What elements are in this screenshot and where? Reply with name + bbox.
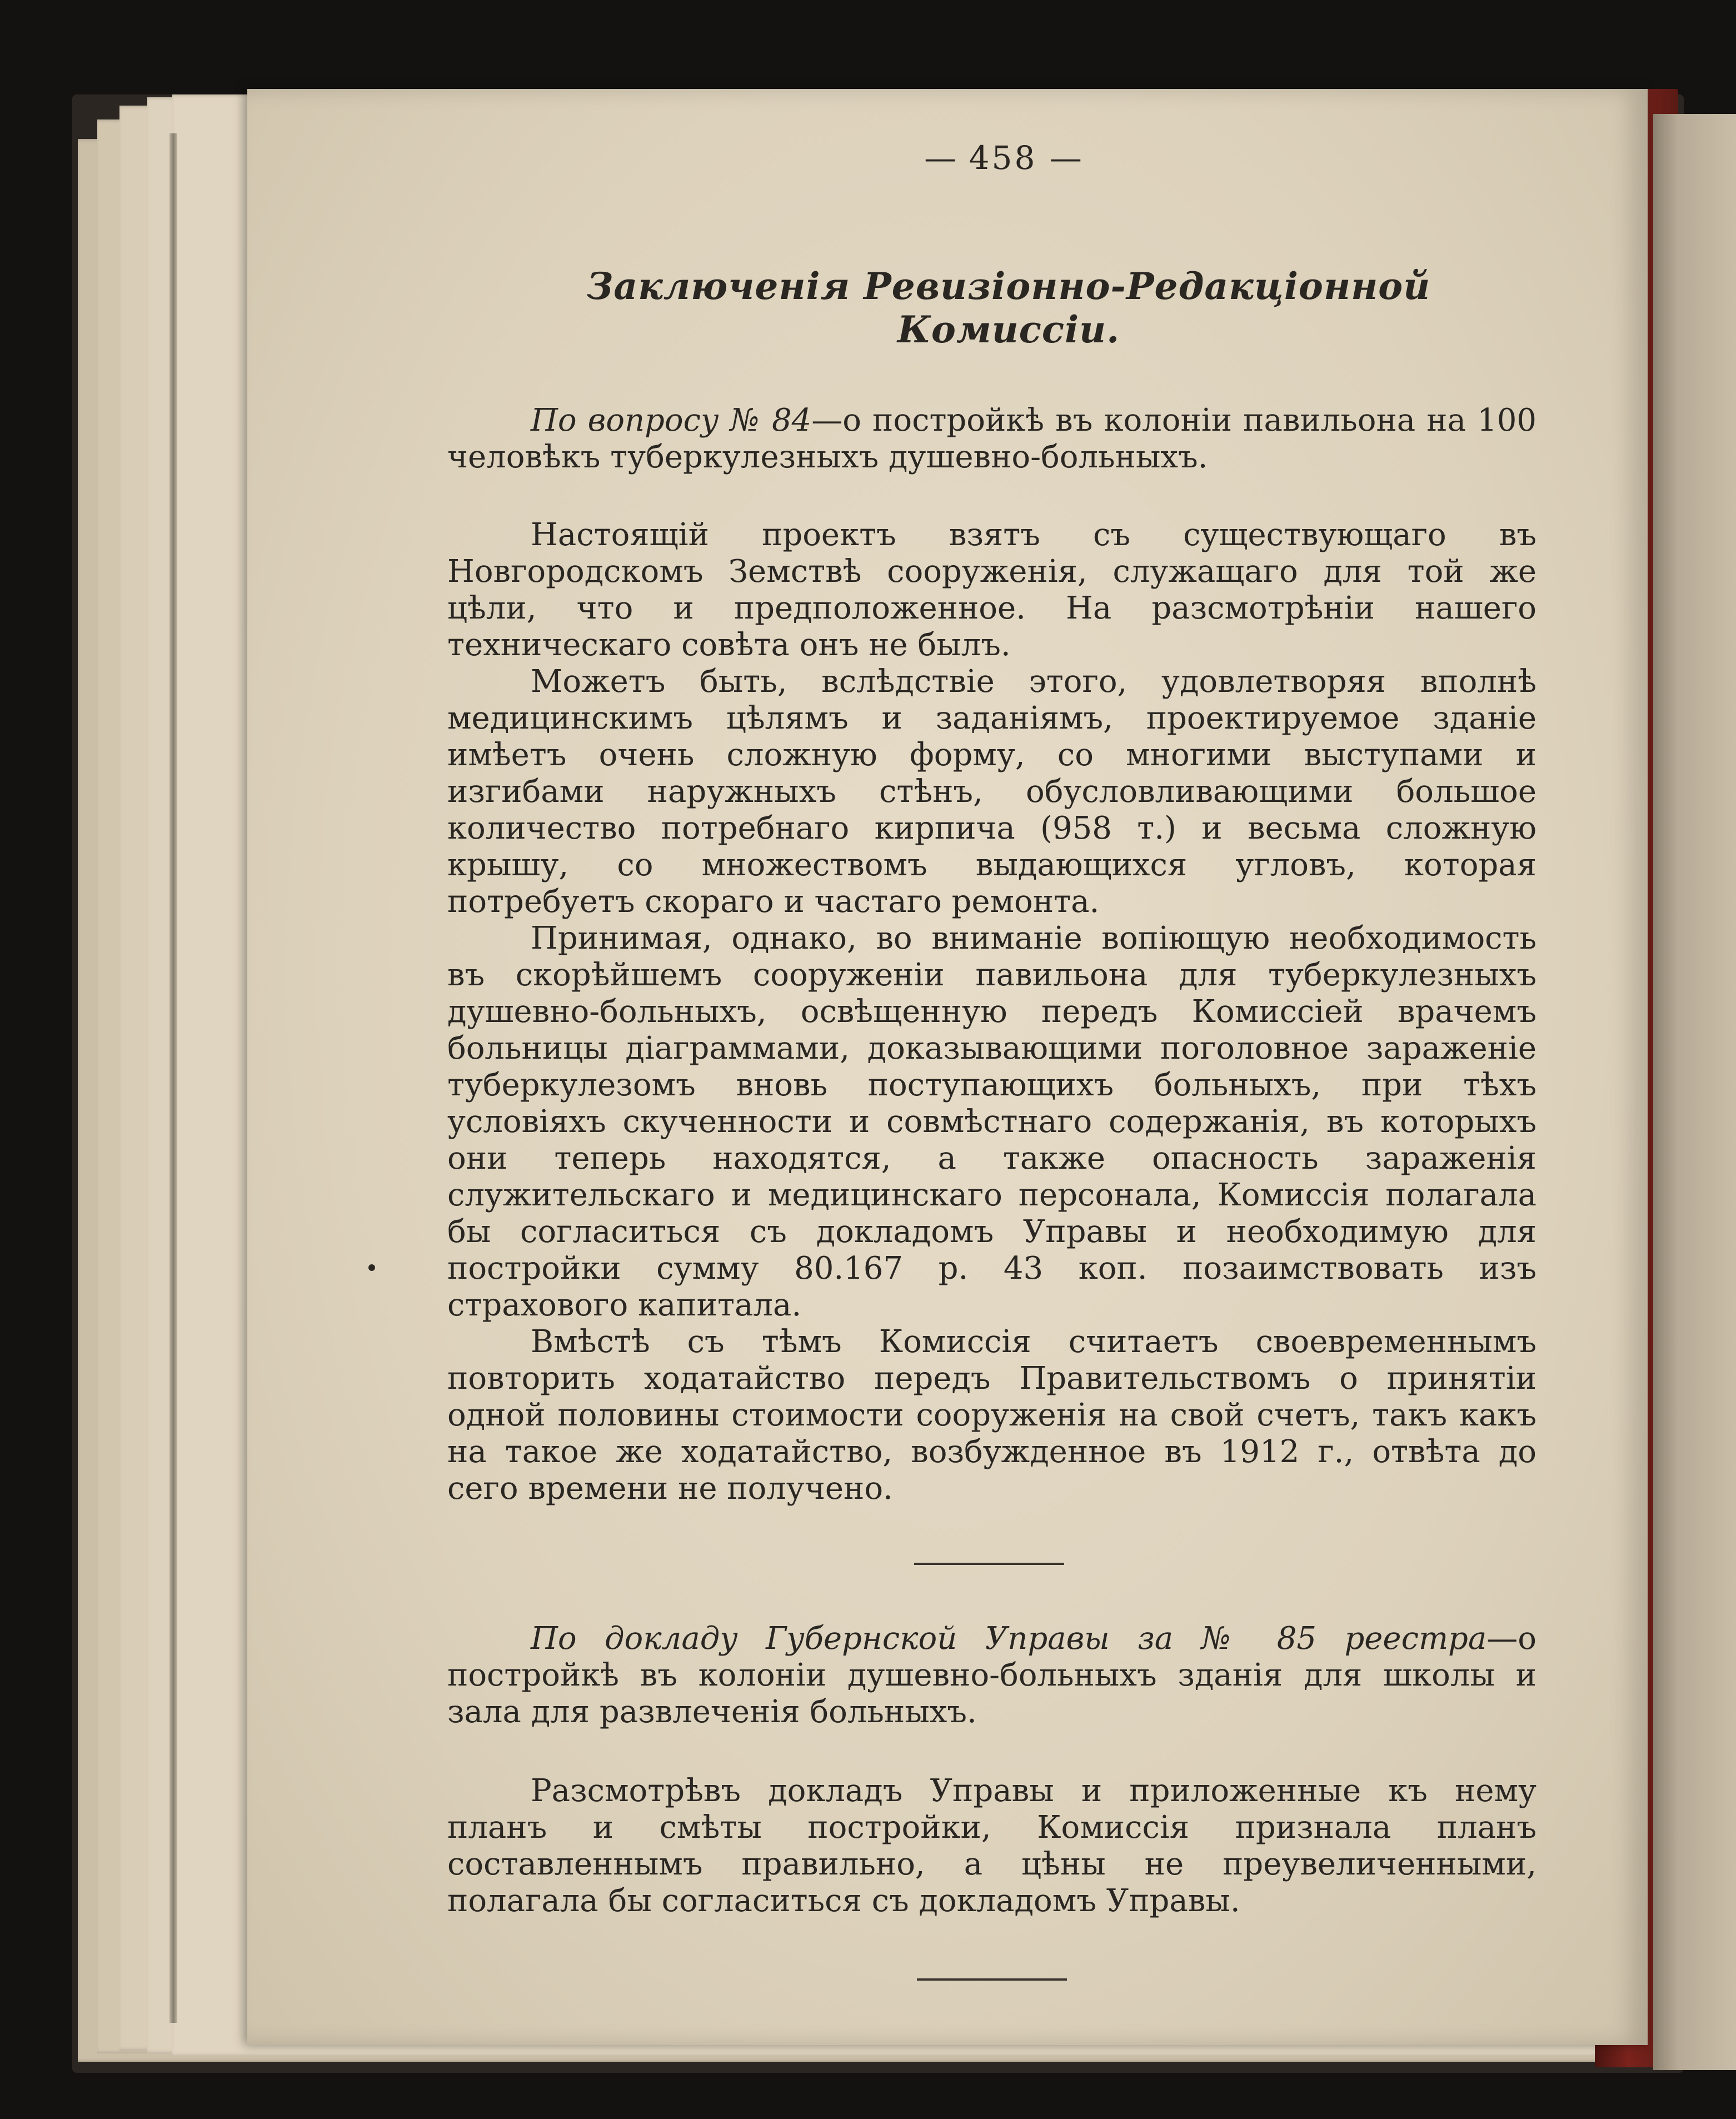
question-text: —о постройкѣ въ колоніи душевно-больныхъ зданія для школы и зала для развлеченія больныхъ. <box>447 1621 1537 1730</box>
facing-page-edge <box>1653 114 1736 2070</box>
book-page <box>247 89 1648 2045</box>
question-lead: По докладу Губернской Управы за № 85 реестра <box>531 1621 1487 1657</box>
section-1-paragraph: Можетъ быть, вслѣдствіе этого, удовлетворяя вполнѣ медицинскимъ цѣлямъ и заданіямъ, проектируемое зданіе имѣетъ очень сложную форму, со многими выступами и изгибами наружныхъ стѣнъ, обусловливающими большое количество потребнаго кирпича (958 т.) и весьма сложную крышу, со множествомъ выдающихся угловъ, которая потребуетъ скораго и частаго ремонта. <box>447 664 1537 920</box>
section-1-paragraph: Вмѣстѣ съ тѣмъ Комиссія считаетъ своевременнымъ повторить ходатайство передъ Правительствомъ о принятіи одной половины стоимости сооруженія на свой счетъ, такъ какъ на такое же ходатайство, возбужденное въ 1912 г., отвѣта до сего времени не получено. <box>447 1324 1537 1507</box>
page-heading: Заключенія Ревизіонно-Редакціонной Комиссіи. <box>586 265 1431 351</box>
section-2-question <box>447 1621 1537 1731</box>
question-text: —о постройкѣ въ колоніи павильона на 100 человѣкъ туберкулезныхъ душевно-больныхъ. <box>447 402 1537 475</box>
page-content <box>447 139 1537 1981</box>
section-2-paragraph: Разсмотрѣвъ докладъ Управы и приложенные къ нему планъ и смѣты постройки, Комиссія признала планъ составленнымъ правильно, а цѣны не преувеличенными, полагала бы согласиться съ докладомъ Управы. <box>447 1773 1537 1919</box>
question-lead: По вопросу № 84 <box>531 402 812 438</box>
page-number-value: 458 <box>969 139 1037 177</box>
page-number: — 458 — <box>924 139 1082 177</box>
binding-gutter <box>169 133 177 2023</box>
section-divider <box>917 1978 1067 1981</box>
section-1-paragraph: Настоящій проектъ взятъ съ существующаго въ Новгородскомъ Земствѣ сооруженія, служащаго для той же цѣли, что и предположенное. На разсмотрѣніи нашего техническаго совѣта онъ не былъ. <box>447 517 1537 663</box>
section-divider <box>914 1563 1064 1565</box>
section-1-question <box>447 402 1537 476</box>
section-1-paragraph: Принимая, однако, во вниманіе вопіющую необходимость въ скорѣйшемъ сооруженіи павильона для туберкулезныхъ душевно-больныхъ, освѣщенную передъ Комиссіей врачемъ больницы діаграммами, доказывающими поголовное зараженіе туберкулезомъ вновь поступающихъ больныхъ, при тѣхъ условіяхъ скученности и совмѣстнаго содержанія, въ которыхъ они теперь находятся, а также опасность зараженія служительскаго и медицинскаго персонала, Комиссія полагала бы согласиться съ докладомъ Управы и необходимую для постройки сумму 80.167 р. 43 коп. позаимствовать изъ страхового капитала. <box>447 920 1537 1323</box>
margin-mark <box>368 1264 375 1271</box>
